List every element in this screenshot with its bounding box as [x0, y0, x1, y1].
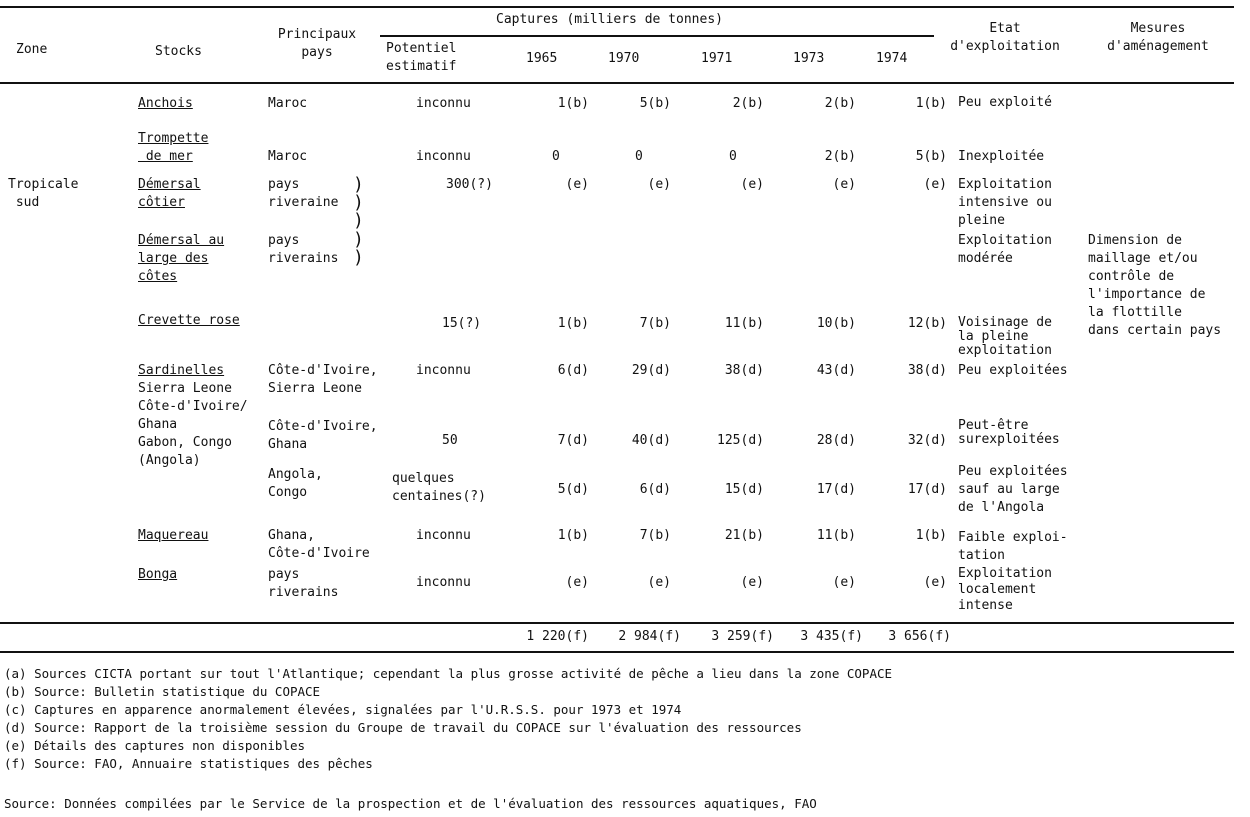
capture-1971: (e) — [740, 575, 764, 590]
capture-1965: (e) — [565, 575, 589, 590]
footnote: (c) Captures en apparence anormalement élevées, signalées par l'U.R.S.S. pour 1973 et 1974 — [4, 702, 682, 717]
potentiel-cell: 300(?) — [446, 177, 493, 192]
etat-cell: Peut-être surexploitées — [958, 418, 1060, 447]
pays-cell: Ghana, Côte-d'Ivoire — [268, 528, 370, 561]
potentiel-cell: inconnu — [416, 575, 471, 590]
header-year-1974: 1974 — [876, 51, 908, 66]
total-1970: 2 984(f) — [618, 629, 681, 644]
stock-bonga: Bonga — [138, 567, 178, 582]
header-year-1973: 1973 — [793, 51, 825, 66]
stock-sardinelles: Sardinelles — [138, 363, 225, 378]
pays-cell: Côte-d'Ivoire, Sierra Leone — [268, 363, 378, 396]
stock-anchois: Anchois — [138, 96, 193, 111]
capture-1974: 38(d) — [907, 363, 947, 378]
capture-1970: 6(d) — [639, 482, 671, 497]
total-1971: 3 259(f) — [711, 629, 774, 644]
etat-cell: Inexploitée — [958, 149, 1045, 164]
brace-icon: ) — [353, 247, 364, 268]
etat-cell: Peu exploitées sauf au large de l'Angola — [958, 464, 1068, 515]
pays-cell: Maroc — [268, 149, 308, 164]
capture-1974: 32(d) — [907, 433, 947, 448]
capture-1971: 125(d) — [717, 433, 764, 448]
captures-group-rule — [380, 35, 934, 37]
pays-cell: Angola, Congo — [268, 467, 323, 500]
total-1973: 3 435(f) — [800, 629, 863, 644]
totals-bottom-rule — [0, 651, 1234, 653]
potentiel-cell: inconnu — [416, 528, 471, 543]
etat-cell: Exploitation localement intense — [958, 566, 1052, 613]
capture-1974: (e) — [923, 575, 947, 590]
pays-cell: pays riverains — [268, 233, 339, 266]
capture-1973: 28(d) — [816, 433, 856, 448]
brace-icon: ) — [353, 192, 364, 213]
footnote: (f) Source: FAO, Annuaire statistiques des pêches — [4, 756, 373, 771]
capture-1973: 2(b) — [824, 96, 856, 111]
pays-cell: pays riverains — [268, 567, 339, 600]
footnote: (e) Détails des captures non disponibles — [4, 738, 306, 753]
capture-1970: 5(b) — [639, 96, 671, 111]
brace-icon: ) — [353, 229, 364, 250]
capture-1965: 7(d) — [557, 433, 589, 448]
header-potentiel: Potentiel estimatif — [386, 41, 457, 74]
source-note: Source: Données compilées par le Service de la prospection et de l'évaluation des ressources aquatiques, FAO — [4, 796, 817, 811]
capture-1965: 1(b) — [557, 316, 589, 331]
capture-1971: 21(b) — [724, 528, 764, 543]
header-year-1971: 1971 — [701, 51, 733, 66]
header-etat: Etat d'exploitation — [950, 21, 1060, 54]
capture-1974: 1(b) — [915, 96, 947, 111]
potentiel-cell: inconnu — [416, 149, 471, 164]
capture-1970: (e) — [647, 177, 671, 192]
capture-1971: 0 — [729, 149, 737, 164]
capture-1971: 15(d) — [724, 482, 764, 497]
total-1965: 1 220(f) — [526, 629, 589, 644]
header-year-1965: 1965 — [526, 51, 558, 66]
pays-cell: Côte-d'Ivoire, Ghana — [268, 419, 378, 452]
potentiel-cell: 50 — [442, 433, 458, 448]
capture-1974: 17(d) — [907, 482, 947, 497]
stock-crevette-rose: Crevette rose — [138, 313, 240, 328]
potentiel-cell: inconnu — [416, 363, 471, 378]
capture-1974: 5(b) — [915, 149, 947, 164]
header-mesures: Mesures d'aménagement — [1107, 21, 1209, 54]
etat-cell: Faible exploi- tation — [958, 530, 1068, 563]
capture-1965: 6(d) — [557, 363, 589, 378]
header-year-1970: 1970 — [608, 51, 640, 66]
capture-1974: 12(b) — [907, 316, 947, 331]
capture-1973: 17(d) — [816, 482, 856, 497]
header-captures-group: Captures (milliers de tonnes) — [496, 12, 723, 27]
stock-maquereau: Maquereau — [138, 528, 209, 543]
header-stocks: Stocks — [155, 44, 202, 59]
etat-cell: Voisinage de la pleine exploitation — [958, 315, 1052, 358]
capture-1971: 2(b) — [732, 96, 764, 111]
etat-cell: Exploitation intensive ou pleine — [958, 177, 1052, 228]
etat-cell: Exploitation modérée — [958, 233, 1052, 266]
capture-1965: 5(d) — [557, 482, 589, 497]
capture-1973: 43(d) — [816, 363, 856, 378]
etat-cell: Peu exploité — [958, 95, 1052, 110]
capture-1970: (e) — [647, 575, 671, 590]
capture-1973: 2(b) — [824, 149, 856, 164]
capture-1971: 38(d) — [724, 363, 764, 378]
footnote: (a) Sources CICTA portant sur tout l'Atlantique; cependant la plus grosse activité de pêche a lieu dans la zone COPACE — [4, 666, 893, 681]
stock-demersal-cotier: Démersal côtier — [138, 177, 201, 210]
footnote: (b) Source: Bulletin statistique du COPACE — [4, 684, 321, 699]
capture-1973: (e) — [832, 575, 856, 590]
capture-1970: 7(b) — [639, 528, 671, 543]
potentiel-cell: 15(?) — [442, 316, 482, 331]
capture-1974: 1(b) — [915, 528, 947, 543]
zone-label: Tropicale sud — [8, 177, 79, 210]
stock-demersal-large: Démersal au large des côtes — [138, 233, 225, 284]
capture-1970: 29(d) — [631, 363, 671, 378]
stock-trompette: Trompette de mer — [138, 131, 209, 164]
capture-1970: 7(b) — [639, 316, 671, 331]
footnote: (d) Source: Rapport de la troisième session du Groupe de travail du COPACE sur l'évaluation des ressources — [4, 720, 802, 735]
capture-1971: (e) — [740, 177, 764, 192]
capture-1971: 11(b) — [724, 316, 764, 331]
etat-cell: Peu exploitées — [958, 363, 1068, 378]
capture-1965: 1(b) — [557, 96, 589, 111]
capture-1965: 0 — [552, 149, 560, 164]
brace-icon: ) — [353, 174, 364, 195]
potentiel-cell: quelques centaines(?) — [392, 471, 486, 504]
pays-cell: pays riveraine — [268, 177, 339, 210]
mesures-cell: Dimension de maillage et/ou contrôle de l'importance de la flottille dans certain pays — [1088, 233, 1222, 338]
stock-sardinelles-regions: Sierra Leone Côte-d'Ivoire/ Ghana Gabon, Congo (Angola) — [138, 381, 248, 468]
capture-1973: (e) — [832, 177, 856, 192]
pays-cell: Maroc — [268, 96, 308, 111]
header-bottom-rule — [0, 82, 1234, 84]
potentiel-cell: inconnu — [416, 96, 471, 111]
header-principaux-pays: Principaux pays — [277, 27, 357, 60]
capture-1965: 1(b) — [557, 528, 589, 543]
capture-1970: 0 — [635, 149, 643, 164]
capture-1973: 11(b) — [816, 528, 856, 543]
table-top-rule — [0, 6, 1234, 8]
total-1974: 3 656(f) — [888, 629, 951, 644]
brace-icon: ) — [353, 210, 364, 231]
totals-top-rule — [0, 622, 1234, 624]
header-zone: Zone — [16, 42, 48, 57]
capture-1965: (e) — [565, 177, 589, 192]
capture-1973: 10(b) — [816, 316, 856, 331]
capture-1970: 40(d) — [631, 433, 671, 448]
capture-1974: (e) — [923, 177, 947, 192]
